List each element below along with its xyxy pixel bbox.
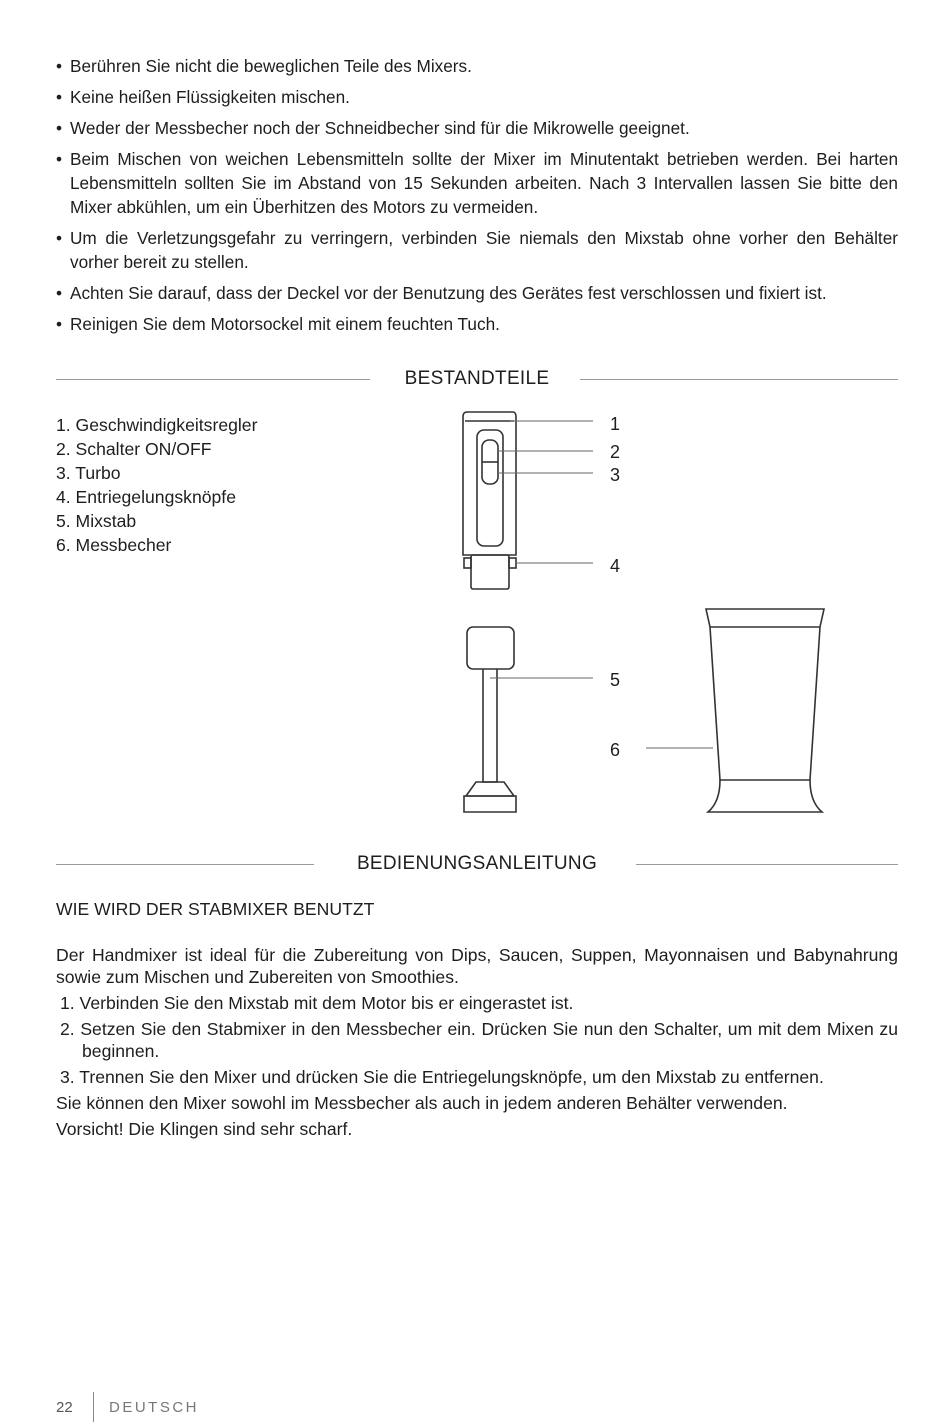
- footer-language: DEUTSCH: [109, 1399, 200, 1416]
- parts-list-item: 5. Mixstab: [56, 511, 137, 531]
- safety-bullet: • Weder der Messbecher noch der Schneidbecher sind für die Mikrowelle geeignet.: [56, 116, 898, 140]
- instructions-note: Sie können den Mixer sowohl im Messbecher als auch in jedem anderen Behälter verwenden.: [56, 1093, 788, 1113]
- parts-list-item: 3. Turbo: [56, 463, 121, 483]
- page-number: 22: [56, 1399, 73, 1416]
- instructions-content: [56, 898, 898, 1140]
- safety-bullet: • Keine heißen Flüssigkeiten mischen.: [56, 85, 898, 109]
- instructions-subheading: WIE WIRD DER STABMIXER BENUTZT: [56, 899, 375, 919]
- motor-unit-illustration: [463, 412, 516, 589]
- parts-list-item: 2. Schalter ON/OFF: [56, 439, 212, 459]
- callout-number: 4: [610, 556, 621, 576]
- callout-number: 1: [610, 414, 621, 434]
- callout-number: 2: [610, 442, 621, 462]
- measuring-cup-illustration: [706, 609, 824, 812]
- safety-bullet: • Beim Mischen von weichen Lebensmitteln sollte der Mixer im Minutentakt betrieben werden. Bei harten Lebensmitteln sollten Sie im Abstand von 15 Sekunden arbeiten. Nach 3 Intervallen lassen Sie bitte den Mixer abkühlen, um ein Überhitzen des Motors zu vermeiden.: [56, 147, 898, 219]
- blender-shaft-illustration: [464, 627, 516, 812]
- parts-list-item: 4. Entriegelungsknöpfe: [56, 487, 236, 507]
- callout-number: 3: [610, 465, 621, 485]
- instruction-step: 2. Setzen Sie den Stabmixer in den Messbecher ein. Drücken Sie nun den Schalter, um mit dem Mixen zu beginnen.: [60, 1019, 898, 1061]
- instructions-intro: Der Handmixer ist ideal für die Zubereitung von Dips, Saucen, Suppen, Mayonnaisen und Babynahrung sowie zum Mischen und Zubereiten von Smoothies.: [56, 945, 898, 987]
- release-button-illustration: [464, 558, 471, 568]
- callout-number: 5: [610, 670, 621, 690]
- instruction-step: 3. Trennen Sie den Mixer und drücken Sie die Entriegelungsknöpfe, um den Mixstab zu entfernen.: [60, 1067, 824, 1087]
- instructions-heading: BEDIENUNGSANLEITUNG: [356, 853, 598, 874]
- parts-list-item: 6. Messbecher: [56, 535, 172, 555]
- safety-bullet: • Um die Verletzungsgefahr zu verringern, verbinden Sie niemals den Mixstab ohne vorher den Behälter vorher bereit zu stellen.: [56, 226, 898, 274]
- safety-bullet: • Achten Sie darauf, dass der Deckel vor der Benutzung des Gerätes fest verschlossen und fixiert ist.: [56, 281, 898, 305]
- divider-right: [636, 864, 898, 865]
- safety-bullet: • Berühren Sie nicht die beweglichen Teile des Mixers.: [56, 54, 898, 78]
- components-heading: BESTANDTEILE: [404, 368, 550, 389]
- parts-list-item: 1. Geschwindigkeitsregler: [56, 415, 258, 435]
- safety-bullet: • Reinigen Sie dem Motorsockel mit einem feuchten Tuch.: [56, 312, 898, 336]
- callout-number: 6: [610, 740, 621, 760]
- warning-text: Vorsicht! Die Klingen sind sehr scharf.: [56, 1119, 353, 1139]
- instructions-section-header: [56, 850, 898, 880]
- instruction-step: 1. Verbinden Sie den Mixstab mit dem Motor bis er eingerastet ist.: [60, 993, 574, 1013]
- footer-divider: [93, 1392, 94, 1422]
